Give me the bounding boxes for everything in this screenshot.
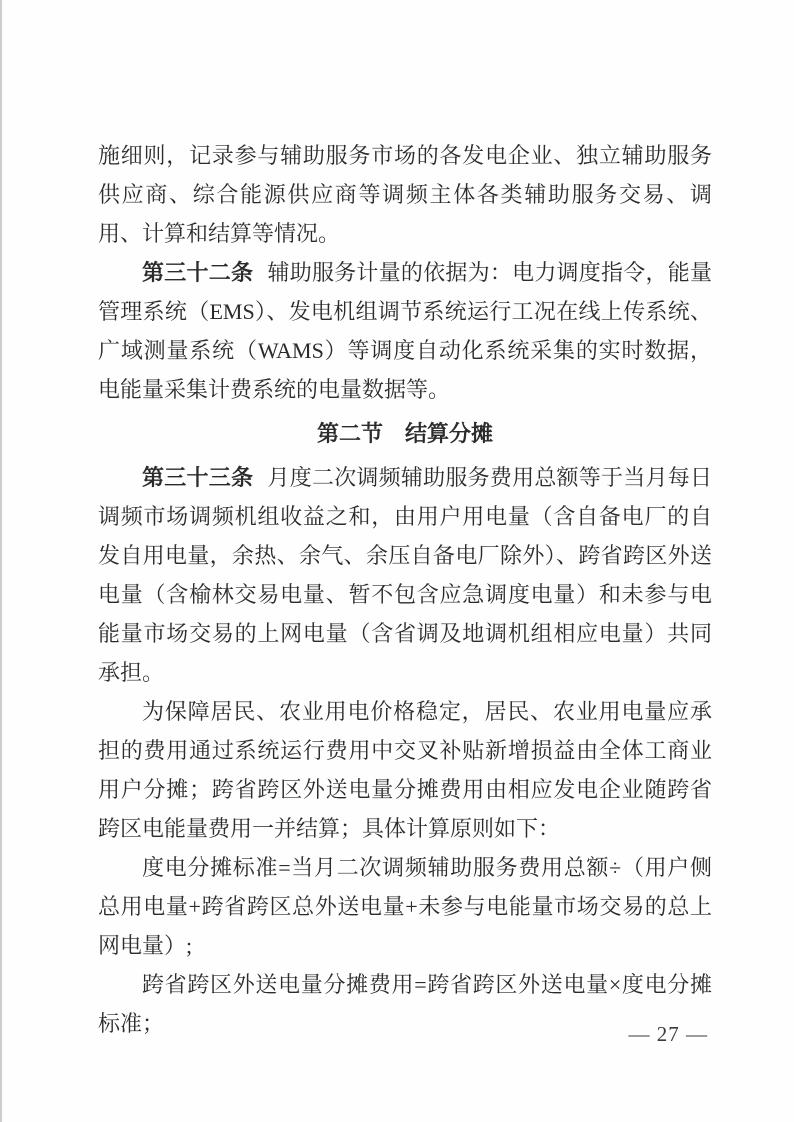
paragraph-continuation: 施细则，记录参与辅助服务市场的各发电企业、独立辅助服务供应商、综合能源供应商等调频主体各类辅助服务交易、调用、计算和结算等情况。 <box>98 143 712 246</box>
page-number: — 27 — <box>628 1022 708 1046</box>
article-33-number: 第三十三条 <box>142 465 254 490</box>
article-33-text: 月度二次调频辅助服务费用总额等于当月每日调频市场调频机组收益之和，由用户用电量（含自备电厂的自发自用电量，余热、余气、余压自备电厂除外）、跨省跨区外送电量（含榆林交易电量、暂不包含应急调度电量）和未参与电能量市场交易的上网电量（含省调及地调机组相应电量）共同承担。 <box>98 465 712 685</box>
article-32-number: 第三十二条 <box>142 260 254 285</box>
paragraph-article-32 <box>98 253 712 409</box>
section-heading: 第二节 结算分摊 <box>316 421 493 446</box>
article-32-text: 辅助服务计量的依据为：电力调度指令，能量管理系统（EMS）、发电机组调节系统运行工况在线上传系统、广域测量系统（WAMS）等调度自动化系统采集的实时数据，电能量采集计费系统的电量数据等。 <box>98 260 712 402</box>
paragraph-formula-interprovincial-fee: 跨省跨区外送电量分摊费用=跨省跨区外送电量×度电分摊标准； <box>98 972 712 1036</box>
paragraph-cost-allocation: 为保障居民、农业用电价格稳定，居民、农业用电量应承担的费用通过系统运行费用中交叉补贴新增损益由全体工商业用户分摊；跨省跨区外送电量分摊费用由相应发电企业随跨省跨区电能量费用一并结算；具体计算原则如下： <box>98 699 712 841</box>
paragraph-article-33 <box>98 458 712 692</box>
scan-edge-artifact <box>0 0 2 1122</box>
paragraph-formula-per-kwh-standard: 度电分摊标准=当月二次调频辅助服务费用总额÷（用户侧总用电量+跨省跨区总外送电量+未参与电能量市场交易的总上网电量）; <box>98 855 712 958</box>
document-body <box>98 136 712 1043</box>
